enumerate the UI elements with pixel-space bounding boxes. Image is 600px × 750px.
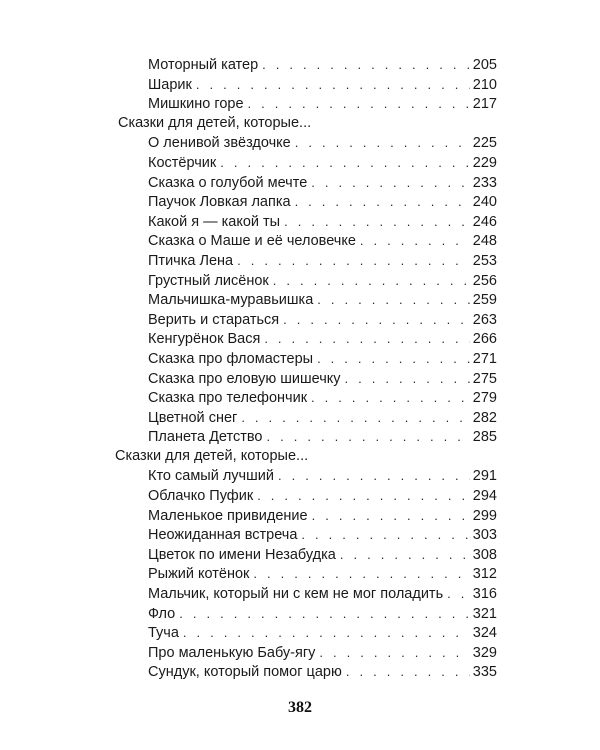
toc-entry-page: 324 [472,625,497,642]
toc-entry[interactable] [148,623,497,643]
toc-entry-title: Мальчик, который ни с кем не мог поладить [148,586,444,603]
toc-entry-title: Сказка про телефончик [148,390,308,407]
toc-entry-page: 229 [472,154,497,171]
toc-entry-page: 294 [472,488,497,505]
toc-entry-title: Какой я — какой ты [148,213,281,230]
toc-entry-page: 233 [472,174,497,191]
toc-entry-title: Кенгурёнок Вася [148,331,261,348]
toc-entry[interactable] [148,55,497,75]
toc-entry-page: 303 [472,527,497,544]
toc-entry-title: Грустный лисёнок [148,272,269,289]
toc-entry[interactable] [148,349,497,369]
toc-entry-page: 316 [472,586,497,603]
toc-entry-page: 282 [472,409,497,426]
dot-leader [262,55,470,75]
dot-leader [317,290,470,310]
toc-entry[interactable] [148,506,497,526]
toc-entry-page: 246 [472,213,497,230]
dot-leader [283,310,470,330]
dot-leader [220,153,470,173]
toc-entry-page: 329 [472,644,497,661]
dot-leader [447,584,470,604]
dot-leader [267,427,471,447]
dot-leader [295,133,470,153]
toc-entry[interactable] [148,310,497,330]
toc-entry-page: 308 [472,546,497,563]
dot-leader [284,212,470,232]
toc-entry-page: 210 [472,76,497,93]
toc-entry-title: Сказка про фломастеры [148,350,314,367]
dot-leader [196,75,470,95]
dot-leader [346,662,470,682]
toc-entry-page: 205 [472,57,497,73]
toc-entry[interactable] [148,662,497,682]
dot-leader [312,506,470,526]
toc-entry-title: Туча [148,625,179,642]
dot-leader [301,525,470,545]
toc-entry-title: Паучок Ловкая лапка [148,194,291,211]
dot-leader [345,369,470,389]
section-heading: Сказки для детей, которые... [118,114,312,131]
toc-entry-title: Сказка о голубой мечте [148,174,308,191]
toc-entry-page: 271 [472,350,497,367]
dot-leader [273,271,470,291]
dot-leader [248,94,470,114]
toc-entry[interactable] [148,486,497,506]
toc-entry[interactable] [148,466,497,486]
toc-entry-title: Мишкино горе [148,96,244,113]
toc-entry-page: 285 [472,429,497,446]
toc-entry-title: Сказка о Маше и её человечке [148,233,356,250]
toc-entry[interactable] [148,212,497,232]
toc-entry-title: Птичка Лена [148,252,234,269]
toc-entry-page: 263 [472,311,497,328]
toc-entry[interactable] [148,643,497,663]
toc-entry-title: Облачко Пуфик [148,488,254,505]
toc-entry-page: 321 [472,605,497,622]
toc-entry[interactable] [148,604,497,624]
toc-entry[interactable] [148,94,497,114]
dot-leader [317,349,470,369]
toc-entry[interactable] [148,545,497,565]
dot-leader [311,388,470,408]
toc-entry-title: Мальчишка-муравьишка [148,292,314,309]
toc-entry[interactable] [148,251,497,271]
dot-leader [319,643,470,663]
toc-entry[interactable] [148,388,497,408]
toc-entry[interactable] [148,192,497,212]
toc-entry[interactable] [148,290,497,310]
toc-entry-title: Верить и стараться [148,311,280,328]
toc-entry-title: Маленькое привидение [148,507,308,524]
toc-entry[interactable] [148,173,497,193]
dot-leader [311,173,470,193]
dot-leader [253,564,470,584]
dot-leader [264,329,470,349]
toc-entry-page: 279 [472,390,497,407]
toc-entry-title: Сказка про еловую шишечку [148,370,341,387]
toc-entry-page: 217 [472,96,497,113]
toc-entry[interactable] [148,408,497,428]
toc-entry-title: Фло [148,605,176,622]
toc-entry-page: 266 [472,331,497,348]
dot-leader [340,545,470,565]
toc-entry[interactable] [148,329,497,349]
dot-leader [183,623,470,643]
dot-leader [241,408,470,428]
toc-entry-title: Шарик [148,76,192,93]
toc-entry[interactable] [148,271,497,291]
toc-entry-page: 335 [472,664,497,681]
toc-entry[interactable] [148,427,497,447]
dot-leader [237,251,470,271]
toc-entry-title: Неожиданная встреча [148,527,298,544]
toc-entry-title: Сундук, который помог царю [148,664,342,681]
dot-leader [179,604,470,624]
toc-entry-title: Про маленькую Бабу-ягу [148,644,316,661]
toc-entry-title: Рыжий котёнок [148,566,250,583]
toc-entry-page: 256 [472,272,497,289]
toc-entry-page: 312 [472,566,497,583]
toc-entry-title: Планета Детство [148,429,263,446]
dot-leader [278,466,470,486]
toc-entry-page: 248 [472,233,497,250]
toc-entry-page: 259 [472,292,497,309]
dot-leader [360,231,470,251]
toc-entry[interactable] [148,584,497,604]
toc-entry[interactable] [148,369,497,389]
toc-entry-title: Моторный катер [148,57,259,73]
table-of-contents [0,55,600,682]
page-number: 382 [288,699,312,716]
toc-entry-title: Цветной снег [148,409,238,426]
toc-entry-page: 253 [472,252,497,269]
toc-entry-title: Кто самый лучший [148,468,274,485]
toc-entry-title: Костёрчик [148,154,217,171]
dot-leader [295,192,470,212]
toc-entry-page: 299 [472,507,497,524]
toc-entry-title: О ленивой звёздочке [148,135,291,152]
toc-entry-title: Цветок по имени Незабудка [148,546,336,563]
toc-entry-page: 291 [472,468,497,485]
toc-entry[interactable] [148,564,497,584]
toc-entry[interactable] [148,153,497,173]
toc-entry[interactable] [148,133,497,153]
toc-entry[interactable] [148,231,497,251]
toc-entry-page: 240 [472,194,497,211]
section-heading: Сказки для детей, которые... [115,447,309,464]
toc-entry-page: 275 [472,370,497,387]
toc-entry[interactable] [148,525,497,545]
toc-entry-page: 225 [472,135,497,152]
dot-leader [257,486,470,506]
toc-entry[interactable] [148,75,497,95]
